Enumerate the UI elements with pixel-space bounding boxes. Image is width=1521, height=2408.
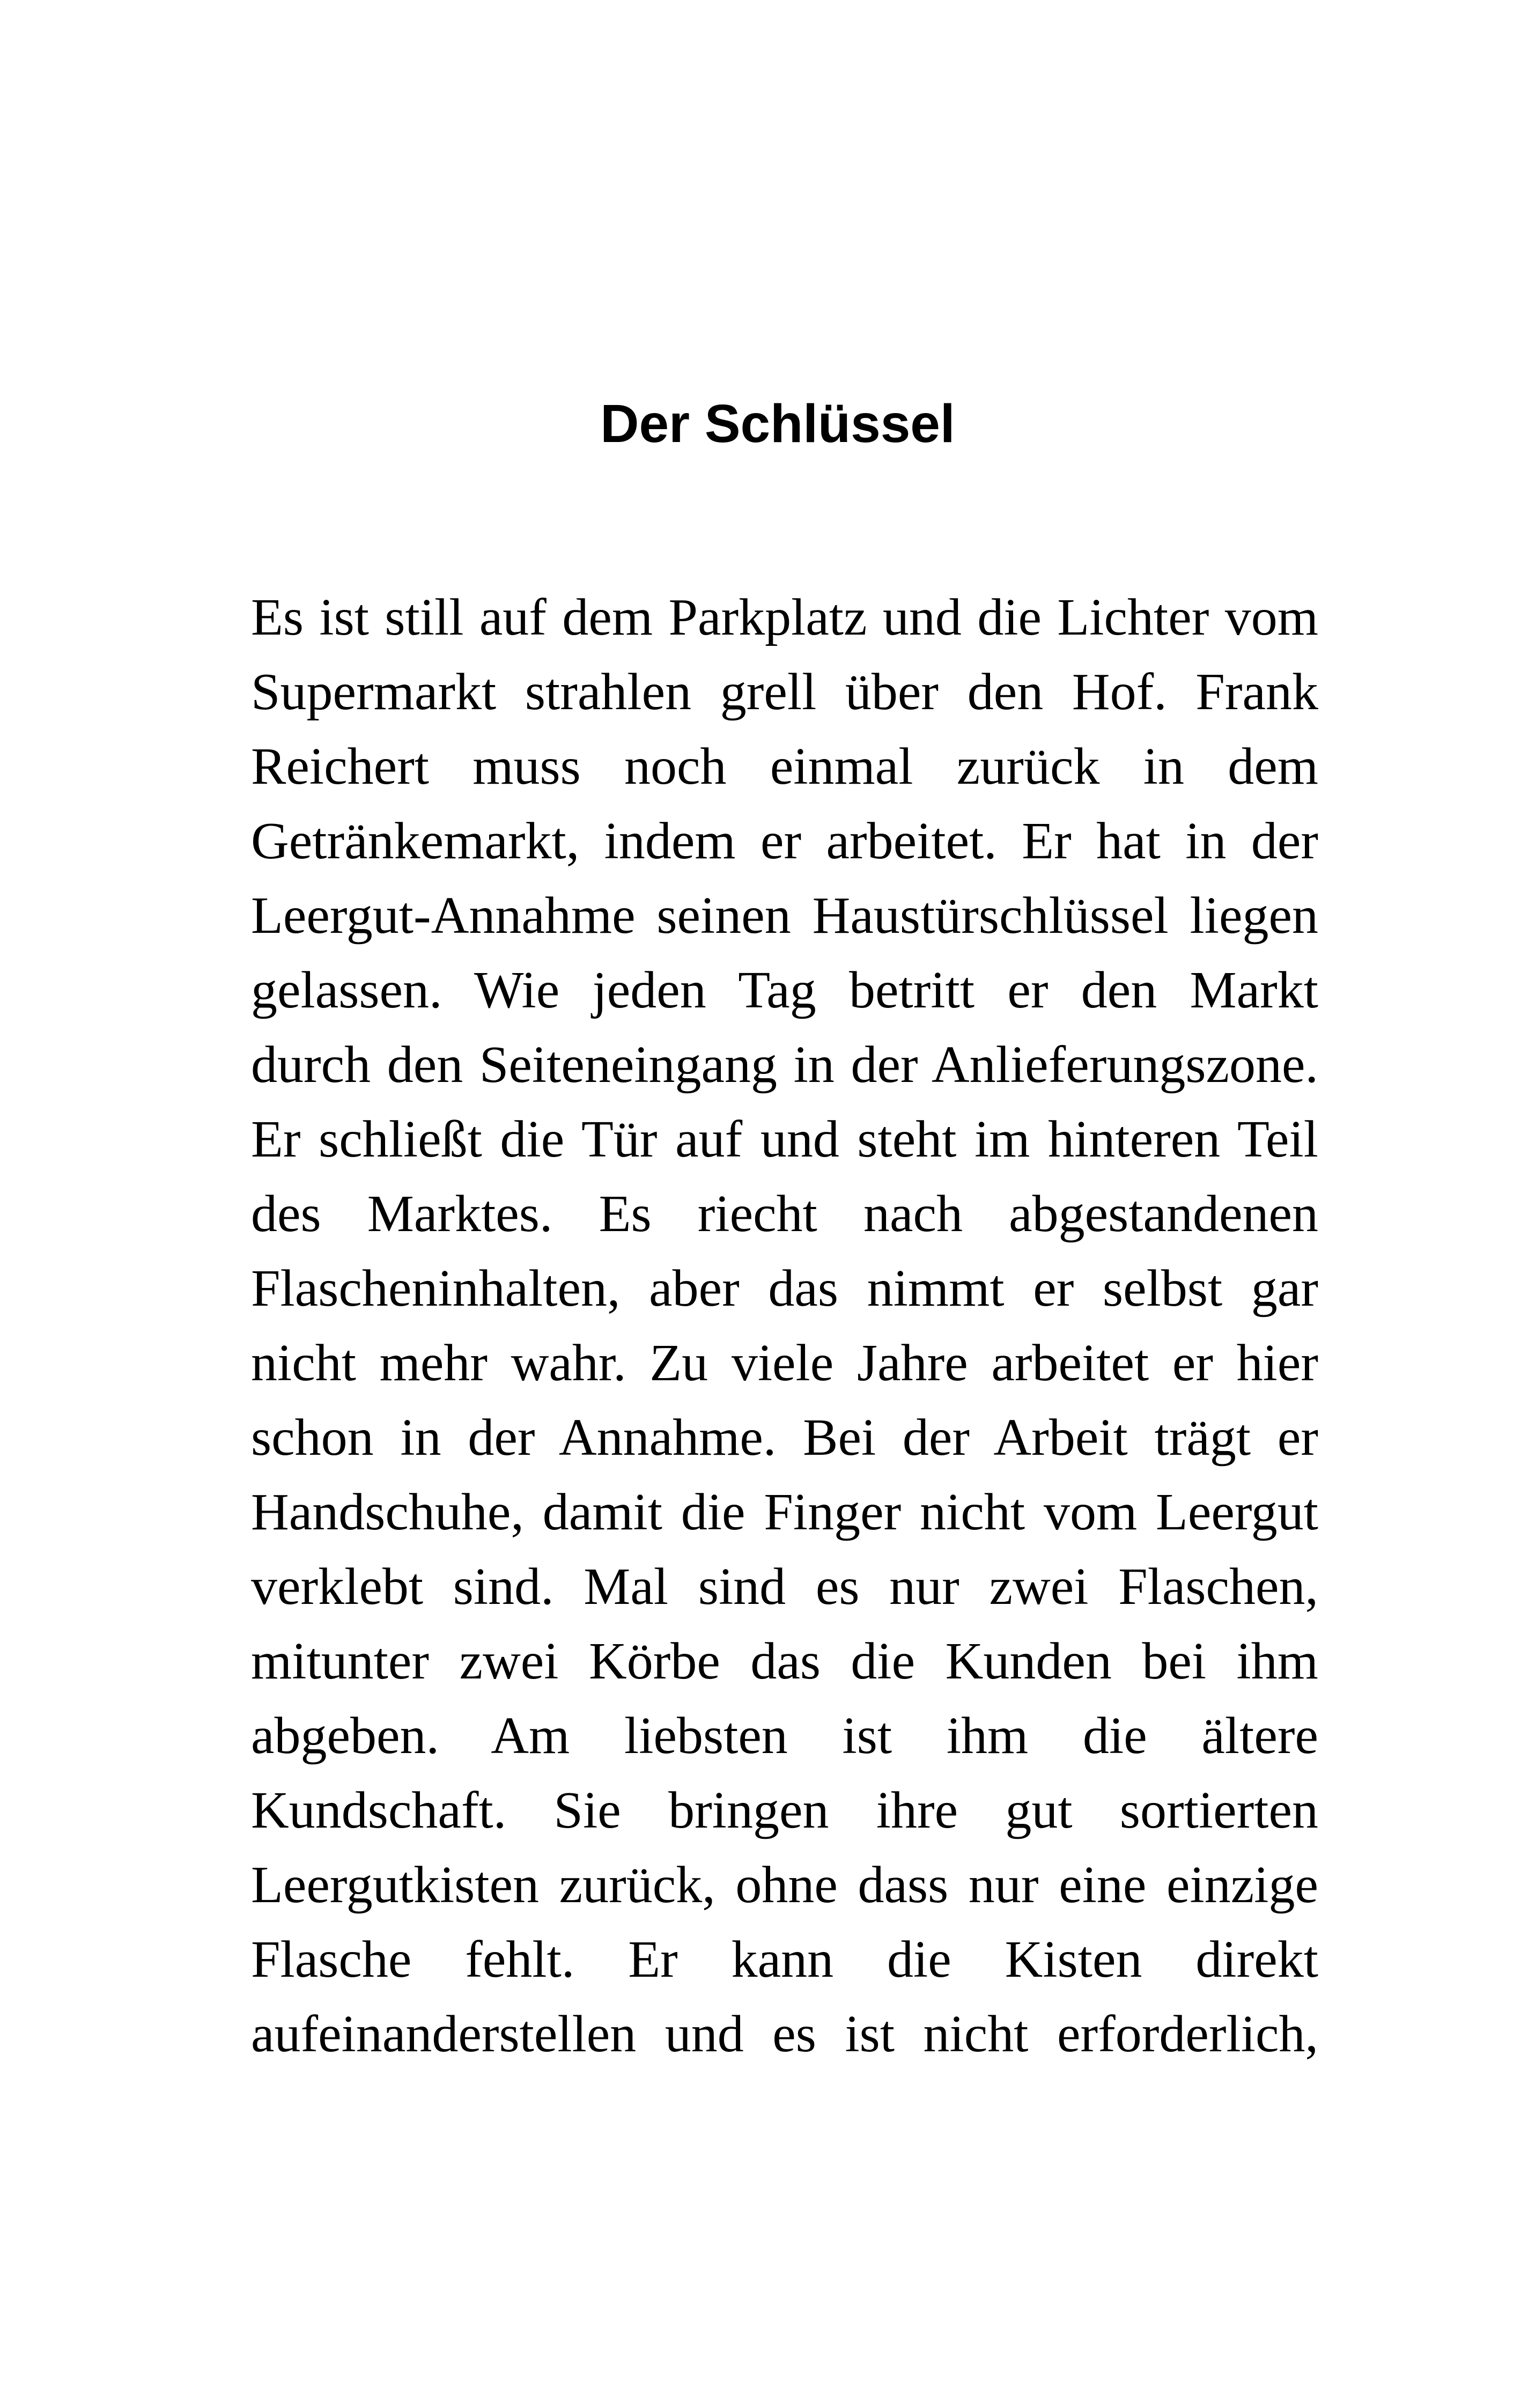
text-line: Kundschaft. Sie bringen ihre gut sortierten [251, 1781, 1318, 1839]
text-line: schon in der Annahme. Bei der Arbeit trägt er [251, 1409, 1318, 1467]
text-line: des Marktes. Es riecht nach abgestandenen [251, 1185, 1318, 1243]
text-line: verklebt sind. Mal sind es nur zwei Flaschen, [251, 1558, 1318, 1616]
text-line: Reichert muss noch einmal zurück in dem [251, 738, 1318, 796]
text-line: Flascheninhalten, aber das nimmt er selbst gar [251, 1260, 1318, 1317]
text-line: abgeben. Am liebsten ist ihm die ältere [251, 1707, 1318, 1765]
body-text [251, 580, 1318, 2072]
text-line: Leergut-Annahme seinen Haustürschlüssel liegen [251, 887, 1318, 945]
text-line: Leergutkisten zurück, ohne dass nur eine einzige [251, 1856, 1318, 1914]
text-line: Getränkemarkt, indem er arbeitet. Er hat in der [251, 812, 1318, 870]
text-line: Es ist still auf dem Parkplatz und die Lichter vom [251, 588, 1318, 646]
text-line: mitunter zwei Körbe das die Kunden bei ihm [251, 1632, 1318, 1690]
text-line: Flasche fehlt. Er kann die Kisten direkt [251, 1931, 1318, 1989]
text-line: Supermarkt strahlen grell über den Hof. Frank [251, 663, 1318, 721]
chapter-title: Der Schlüssel [600, 394, 955, 454]
text-line: durch den Seiteneingang in der Anlieferungszone. [251, 1036, 1318, 1094]
text-line: aufeinanderstellen und es ist nicht erforderlich, [251, 2005, 1318, 2063]
text-line: Handschuhe, damit die Finger nicht vom Leergut [251, 1483, 1318, 1541]
text-line: nicht mehr wahr. Zu viele Jahre arbeitet er hier [251, 1334, 1318, 1392]
text-line: Er schließt die Tür auf und steht im hinteren Teil [251, 1110, 1318, 1168]
text-line: gelassen. Wie jeden Tag betritt er den Markt [251, 961, 1318, 1019]
